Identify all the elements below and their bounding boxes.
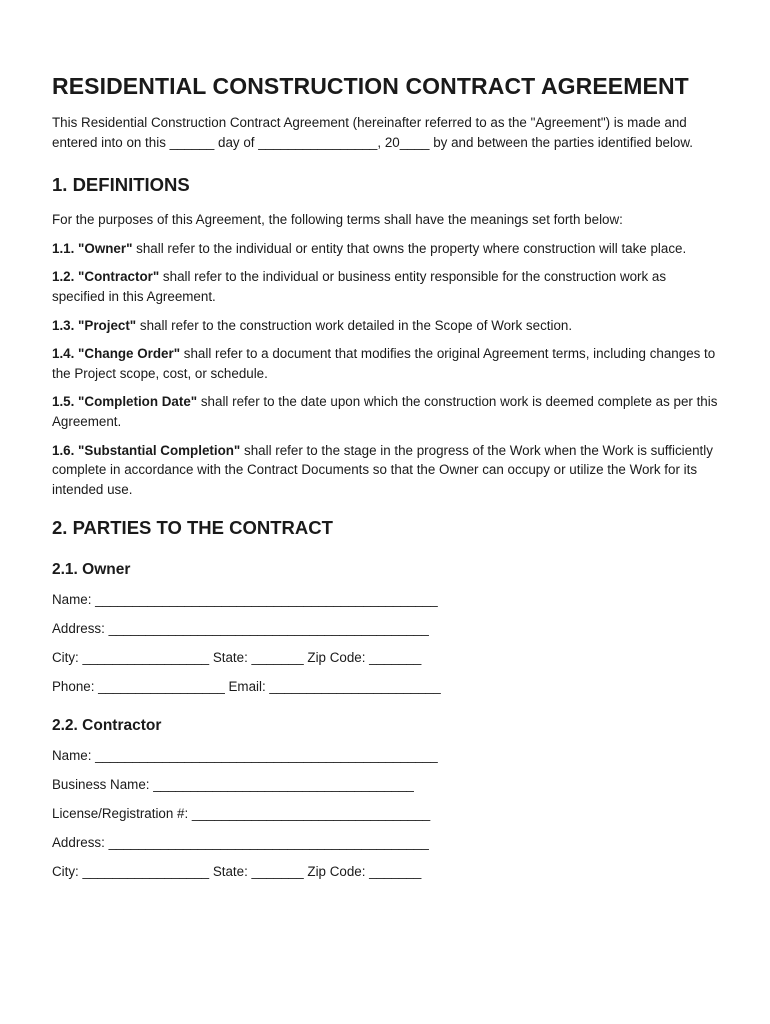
definition-term: 1.6. "Substantial Completion" <box>52 442 241 458</box>
contractor-heading: 2.2. Contractor <box>52 716 162 734</box>
owner-phone-email-field[interactable]: Phone: _________________ Email: _______________________ <box>52 679 441 695</box>
definition-text: shall refer to a document that modifies the original Agreement terms, including changes to the Project scope, cost, or schedule. <box>52 346 716 381</box>
definition-item <box>52 344 718 383</box>
definitions-lead: For the purposes of this Agreement, the following terms shall have the meanings set forth below: <box>52 212 623 228</box>
owner-name-field[interactable]: Name: ______________________________________________ <box>52 592 438 608</box>
definition-term: 1.1. "Owner" <box>52 240 133 256</box>
definition-term: 1.3. "Project" <box>52 317 137 333</box>
contractor-business-name-field[interactable]: Business Name: ___________________________________ <box>52 776 414 792</box>
owner-address-field[interactable]: Address: ___________________________________________ <box>52 621 429 637</box>
contractor-license-field[interactable]: License/Registration #: ________________________________ <box>52 805 431 821</box>
section-definitions-heading: 1. DEFINITIONS <box>52 174 190 196</box>
contractor-address-field[interactable]: Address: ___________________________________________ <box>52 834 429 850</box>
definition-text: shall refer to the individual or entity that owns the property where construction will take place. <box>132 240 687 256</box>
definition-term: 1.5. "Completion Date" <box>52 394 198 410</box>
definition-text: shall refer to the individual or business entity responsible for the construction work as specified in this Agreement. <box>52 269 667 304</box>
definition-item <box>52 392 718 431</box>
definition-item <box>52 316 718 336</box>
document-title: RESIDENTIAL CONSTRUCTION CONTRACT AGREEMENT <box>52 73 689 99</box>
definition-item <box>52 441 718 500</box>
owner-city-state-zip-field[interactable]: City: _________________ State: _______ Zip Code: _______ <box>52 650 422 666</box>
definition-item <box>52 267 718 306</box>
definition-text: shall refer to the stage in the progress of the Work when the Work is sufficiently complete in accordance with the Contract Documents so that the Owner can occupy or utilize the Work for its intended use. <box>52 442 713 497</box>
definition-term: 1.2. "Contractor" <box>52 269 160 285</box>
contractor-city-state-zip-field[interactable]: City: _________________ State: _______ Zip Code: _______ <box>52 863 422 879</box>
definition-text: shall refer to the construction work detailed in the Scope of Work section. <box>136 317 573 333</box>
definition-text: shall refer to the date upon which the construction work is deemed complete as per this Agreement. <box>52 394 718 429</box>
section-parties-heading: 2. PARTIES TO THE CONTRACT <box>52 517 333 539</box>
contractor-name-field[interactable]: Name: ______________________________________________ <box>52 747 438 763</box>
definition-term: 1.4. "Change Order" <box>52 346 181 362</box>
intro-paragraph: This Residential Construction Contract Agreement (hereinafter referred to as the "Agreement") is made and entered into on this ______ day of ________________, 20____ by and between the parties identified below. <box>52 115 694 150</box>
owner-heading: 2.1. Owner <box>52 561 131 579</box>
definition-item <box>52 239 718 259</box>
